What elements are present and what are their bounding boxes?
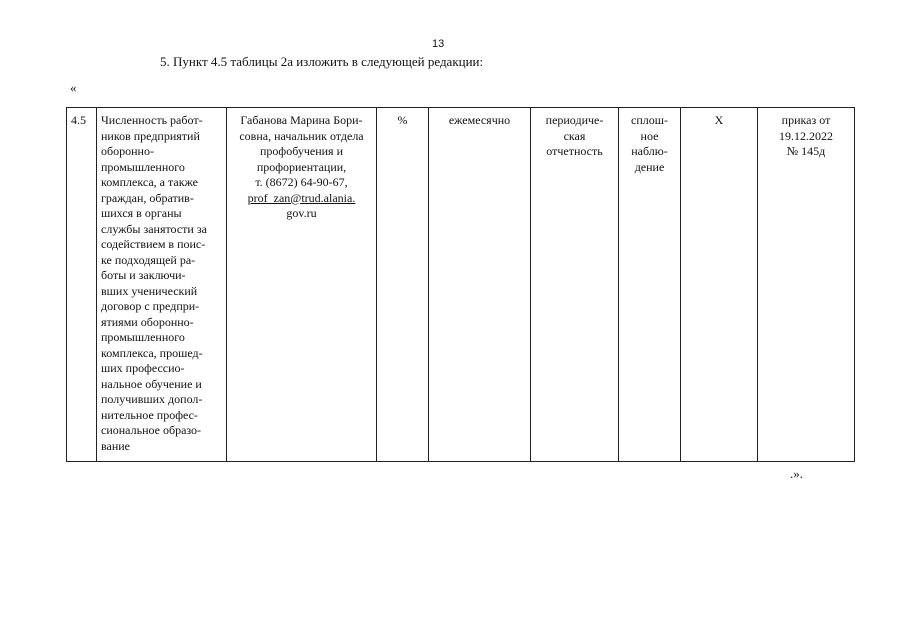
frequency-cell [429,108,531,462]
indicator-cell [97,108,227,462]
email-domain: gov.ru [286,206,317,220]
page-number: 13 [432,38,445,50]
indicator-text: Численность работ- ников предприятий оборонно- промышленного комплекса, а также граждан, обратив- шихся в органы службы занятости за содействием в поис- ке подходящей ра- боты и заключи- вших ученический договор с предпри- ятиями оборонно- промышленного комплекса, прошед- ших профессио- нальное обучение и получивших допол- нительное профес- сиональное образо- вание [101,113,207,453]
opening-quote: « [70,80,77,95]
frequency: ежемесячно [448,113,511,127]
row-number: 4.5 [71,113,86,127]
mark-cell [681,108,758,462]
closing-quote: .». [790,466,803,481]
unit: % [397,113,408,127]
source-cell [531,108,619,462]
responsible-text: Габанова Марина Бори- совна, начальник отдела профобучения и профориентации, т. (8672) 64-90-67, [239,113,364,189]
section-heading: 5. Пункт 4.5 таблицы 2а изложить в следующей редакции: [160,54,484,69]
mark: Х [714,113,724,127]
table-row [67,108,855,462]
order-cell [758,108,855,462]
method-cell [619,108,681,462]
method: сплош- ное наблю- дение [631,113,668,174]
source: периодиче- ская отчетность [545,113,604,158]
indicators-table [66,107,855,462]
order: приказ от 19.12.2022 № 145д [779,113,833,158]
email-link[interactable]: prof_zan@trud.alania. [247,190,356,205]
responsible-cell [227,108,377,462]
unit-cell [377,108,429,462]
row-number-cell [67,108,97,462]
